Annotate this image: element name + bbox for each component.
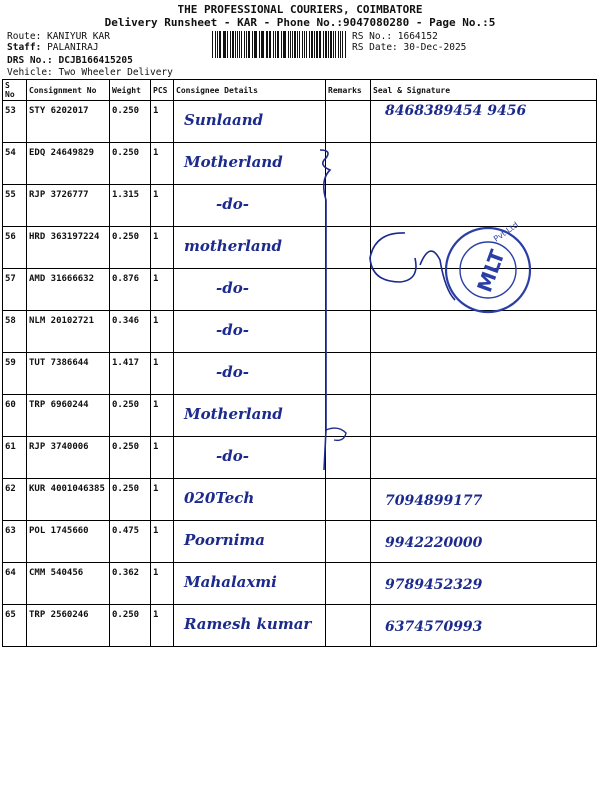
weight-cell-text: 0.250: [112, 400, 140, 410]
col-pcs: PCS: [151, 80, 174, 101]
sno-cell-text: 53: [5, 106, 16, 116]
consignee-handwriting: -do-: [216, 363, 249, 381]
consignee-handwriting: 020Tech: [184, 489, 255, 507]
staff-name: PALANIRAJ: [47, 42, 99, 53]
pcs-cell-text: 1: [153, 232, 159, 242]
weight-cell-text: 0.475: [112, 526, 140, 536]
weight-cell-text: 0.250: [112, 232, 140, 242]
weight-cell-text: 0.346: [112, 316, 140, 326]
sno-cell-text: 64: [5, 568, 16, 578]
col-signature: Seal & Signature: [371, 80, 597, 101]
consignment-cell-text: RJP 3726777: [29, 190, 89, 200]
bracket-hook: [326, 428, 346, 440]
weight-cell-text: 1.315: [112, 190, 140, 200]
consignee-handwriting: -do-: [216, 279, 249, 297]
sno-cell-text: 65: [5, 610, 16, 620]
consignment-cell-text: STY 6202017: [29, 106, 89, 116]
pcs-cell-text: 1: [153, 106, 159, 116]
sno-cell-text: 58: [5, 316, 16, 326]
sno-cell-text: 55: [5, 190, 16, 200]
drs-value: DCJB166415205: [58, 55, 133, 66]
route: Route: KANIYUR KAR: [7, 31, 110, 42]
vehicle: Vehicle: Two Wheeler Delivery: [7, 67, 173, 78]
rs-number: RS No.: 1664152: [352, 31, 438, 42]
signature-stroke: [420, 251, 455, 300]
consignee-handwriting: Motherland: [184, 405, 283, 423]
company-seal: [446, 220, 530, 312]
sno-cell-text: 62: [5, 484, 16, 494]
consignment-cell-text: KUR 4001046385: [29, 484, 105, 494]
company-title: THE PROFESSIONAL COURIERS, COIMBATORE: [177, 3, 423, 16]
weight-cell-text: 0.250: [112, 148, 140, 158]
sno-cell-text: 59: [5, 358, 16, 368]
consignee-handwriting: -do-: [216, 195, 249, 213]
consignment-cell-text: RJP 3740006: [29, 442, 89, 452]
consignment-cell-text: NLM 20102721: [29, 316, 95, 326]
consignment-cell-text: EDQ 24649829: [29, 148, 95, 158]
sno-cell-text: 57: [5, 274, 16, 284]
signature-handwriting: 9789452329: [385, 577, 483, 593]
seal-ring-text: Pvt Ltd: [491, 220, 521, 244]
col-remarks: Remarks: [326, 80, 371, 101]
col-weight: Weight: [110, 80, 151, 101]
consignee-handwriting: Motherland: [184, 153, 283, 171]
consignment-cell-text: TUT 7386644: [29, 358, 89, 368]
signature-handwriting: 6374570993: [385, 619, 483, 635]
sno-cell-text: 54: [5, 148, 16, 158]
pcs-cell-text: 1: [153, 568, 159, 578]
pcs-cell-text: 1: [153, 484, 159, 494]
drs-label: DRS No.:: [7, 55, 53, 66]
consignee-handwriting: Poornima: [184, 531, 265, 549]
weight-cell-text: 1.417: [112, 358, 140, 368]
col-sno: S No: [3, 80, 27, 101]
col-consignee: Consignee Details: [174, 80, 326, 101]
signature-handwriting: 7094899177: [385, 493, 483, 509]
bracket-line: [320, 150, 330, 470]
signature-handwriting: 8468389454 9456: [385, 103, 527, 119]
consignee-handwriting: Ramesh kumar: [184, 615, 312, 633]
weight-cell-text: 0.362: [112, 568, 140, 578]
sno-cell-text: 60: [5, 400, 16, 410]
sno-cell-text: 63: [5, 526, 16, 536]
pcs-cell-text: 1: [153, 274, 159, 284]
consignment-cell-text: CMM 540456: [29, 568, 84, 578]
col-consignment: Consignment No: [27, 80, 110, 101]
weight-cell-text: 0.250: [112, 610, 140, 620]
consignment-cell-text: TRP 2560246: [29, 610, 89, 620]
pcs-cell-text: 1: [153, 610, 159, 620]
consignment-cell-text: TRP 6960244: [29, 400, 89, 410]
weight-cell-text: 0.250: [112, 484, 140, 494]
seal-text: MLT: [472, 246, 510, 296]
pcs-cell-text: 1: [153, 316, 159, 326]
pcs-cell-text: 1: [153, 526, 159, 536]
signature-loop: [370, 233, 416, 282]
consignment-cell-text: POL 1745660: [29, 526, 89, 536]
weight-cell-text: 0.876: [112, 274, 140, 284]
rs-date: RS Date: 30-Dec-2025: [352, 42, 467, 53]
pcs-cell-text: 1: [153, 148, 159, 158]
sno-cell-text: 56: [5, 232, 16, 242]
pcs-cell-text: 1: [153, 400, 159, 410]
sno-cell-text: 61: [5, 442, 16, 452]
pcs-cell-text: 1: [153, 442, 159, 452]
consignee-handwriting: Sunlaand: [184, 111, 264, 129]
consignee-handwriting: Mahalaxmi: [184, 573, 277, 591]
consignee-handwriting: -do-: [216, 447, 249, 465]
pcs-cell-text: 1: [153, 358, 159, 368]
pcs-cell-text: 1: [153, 190, 159, 200]
consignee-handwriting: motherland: [184, 237, 282, 255]
weight-cell-text: 0.250: [112, 106, 140, 116]
staff-label: Staff:: [7, 42, 42, 53]
signature-handwriting: 9942220000: [385, 535, 483, 551]
consignment-cell-text: HRD 363197224: [29, 232, 100, 242]
weight-cell-text: 0.250: [112, 442, 140, 452]
runsheet-subtitle: Delivery Runsheet - KAR - Phone No.:9047080280 - Page No.:5: [104, 16, 496, 29]
consignment-cell-text: AMD 31666632: [29, 274, 95, 284]
consignee-handwriting: -do-: [216, 321, 249, 339]
